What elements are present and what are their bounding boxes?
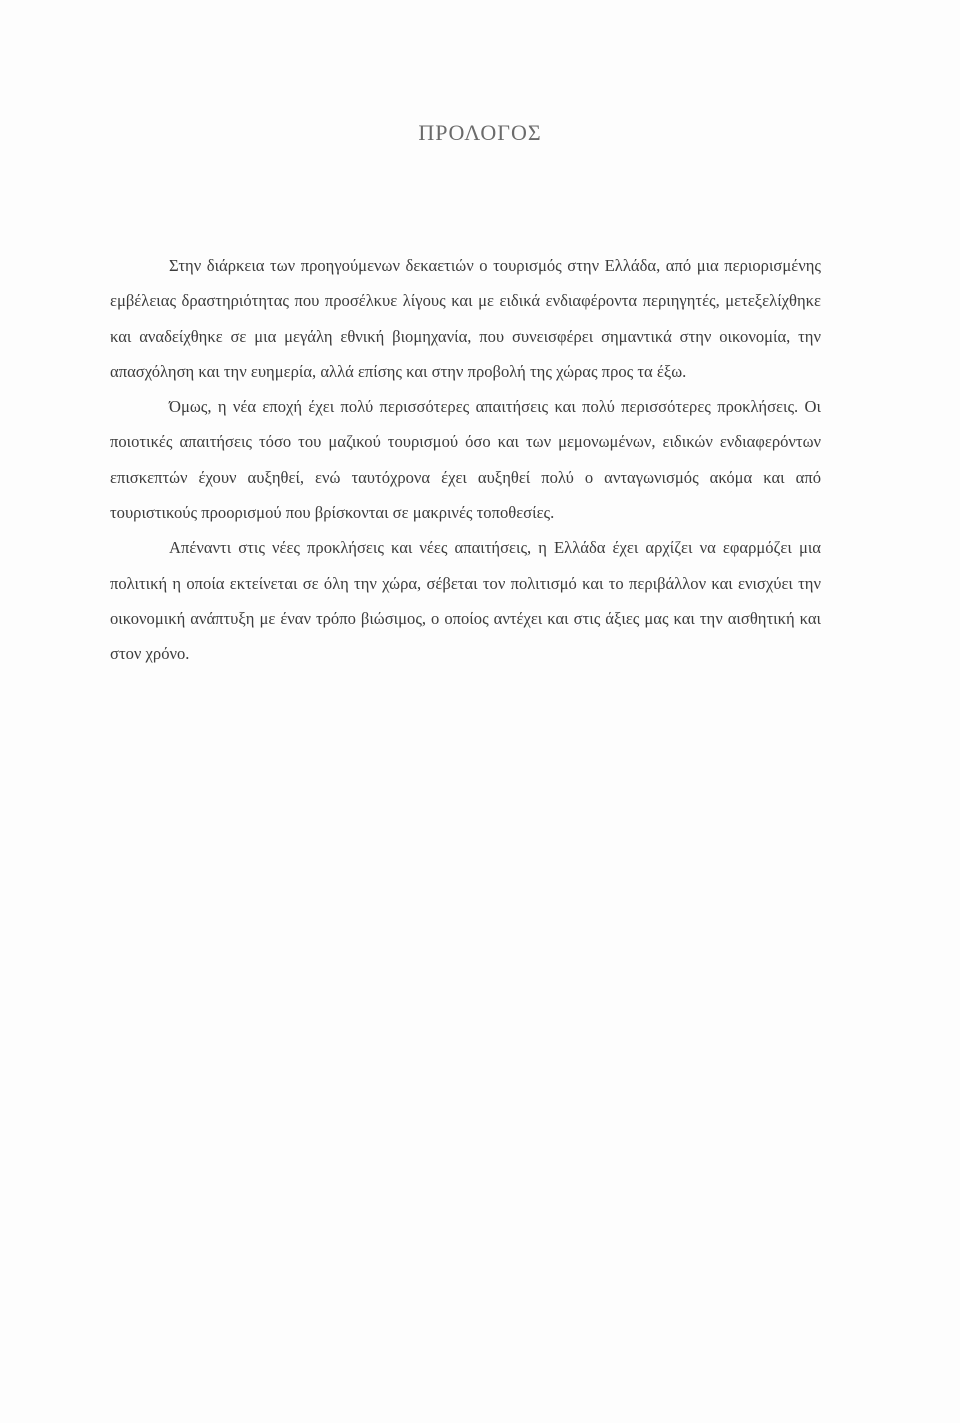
page-title: ΠΡΟΛΟΓΟΣ: [418, 120, 542, 145]
paragraph-2: Όμως, η νέα εποχή έχει πολύ περισσότερες απαιτήσεις και πολύ περισσότερες προκλήσεις. Οι ποιοτικές απαιτήσεις τόσο του μαζικού τουρισμού όσο και των μεμονωμένων, ειδικών ενδιαφερόντων επισκεπτών έχουν αυξηθεί, ενώ ταυτόχρονα έχει αυξηθεί πολύ ο ανταγωνισμός ακόμα και από τουριστικούς προορισμού που βρίσκονται σε μακρινές τοποθεσίες.: [110, 397, 821, 523]
paragraph-3: Απέναντι στις νέες προκλήσεις και νέες απαιτήσεις, η Ελλάδα έχει αρχίζει να εφαρμόζει μια πολιτική η οποία εκτείνεται σε όλη την χώρα, σέβεται τον πολιτισμό και το περιβάλλον και ενισχύει την οικονομική ανάπτυξη με έναν τρόπο βιώσιμος, ο οποίος αντέχει και στις άξιες μας και την αισθητική και στον χρόνο.: [110, 538, 821, 664]
document-body: [110, 248, 821, 672]
paragraph-1: Στην διάρκεια των προηγούμενων δεκαετιών ο τουρισμός στην Ελλάδα, από μια περιορισμένης εμβέλειας δραστηριότητας που προσέλκυε λίγους και με ειδικά ενδιαφέροντα περιηγητές, μετεξελίχθηκε και αναδείχθηκε σε μια μεγάλη εθνική βιομηχανία, που συνεισφέρει σημαντικά στην οικονομία, την απασχόληση και την ευημερία, αλλά επίσης και στην προβολή της χώρας προς τα έξω.: [110, 256, 821, 381]
